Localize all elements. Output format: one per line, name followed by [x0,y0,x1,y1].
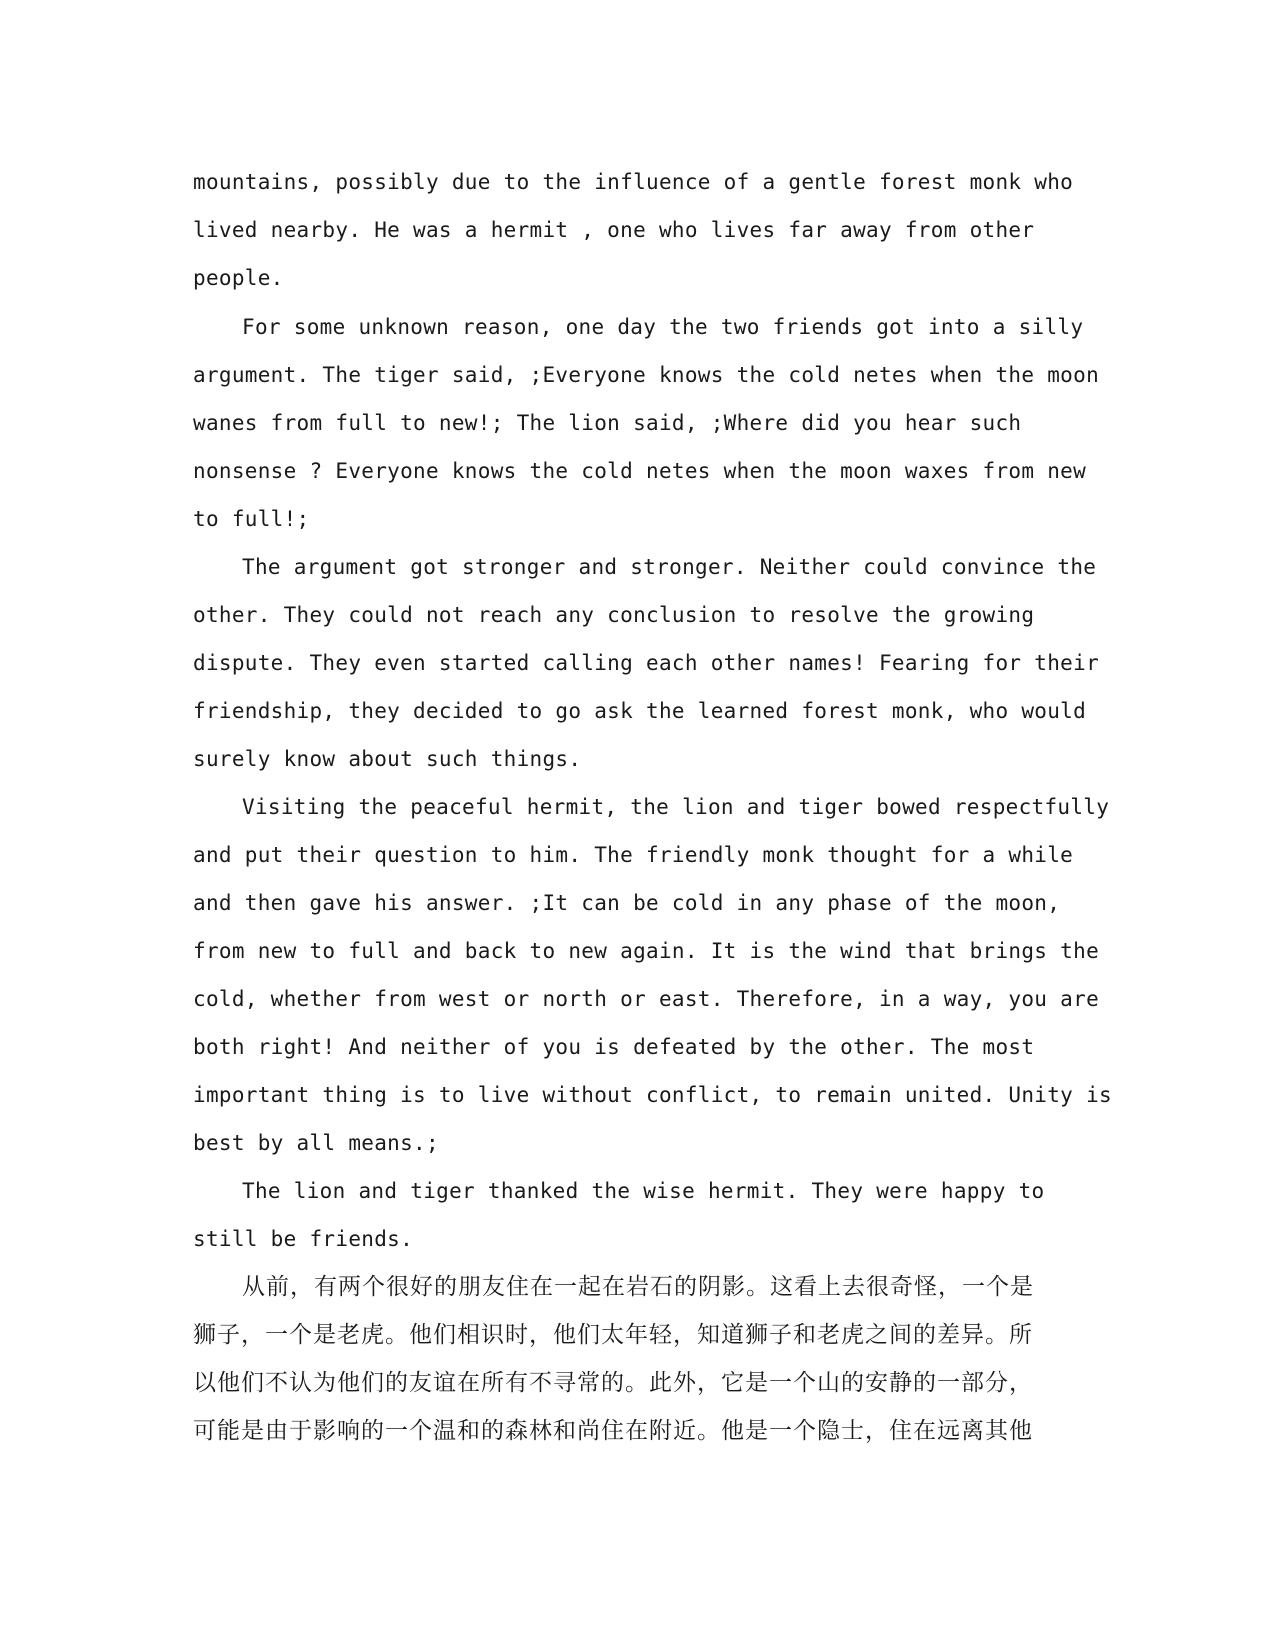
text-line: surely know about such things. [193,747,582,771]
text-line: lived nearby. He was a hermit , one who lives far away from other [193,218,1035,242]
text-line-chinese: 可能是由于影响的一个温和的森林和尚住在附近。他是一个隐士，住在远离其他 [193,1418,1033,1444]
paragraph-first-line: Visiting the peaceful hermit, the lion and tiger bowed respectfully [242,795,1110,819]
paragraph-first-line-chinese: 从前，有两个很好的朋友住在一起在岩石的阴影。这看上去很奇怪，一个是 [242,1274,1034,1300]
text-line: dispute. They even started calling each other names! Fearing for their [193,651,1100,675]
text-line: mountains, possibly due to the influence of a gentle forest monk who [193,170,1074,194]
text-line: nonsense ? Everyone knows the cold netes when the moon waxes from new [193,459,1087,483]
text-line: argument. The tiger said, ;Everyone knows the cold netes when the moon [193,363,1100,387]
text-line: best by all means.; [193,1131,439,1155]
text-line: and put their question to him. The friendly monk thought for a while [193,843,1074,867]
paragraph-first-line: For some unknown reason, one day the two friends got into a silly [242,315,1084,339]
text-line: and then gave his answer. ;It can be cold in any phase of the moon, [193,891,1061,915]
text-line-chinese: 以他们不认为他们的友谊在所有不寻常的。此外，它是一个山的安静的一部分， [193,1370,1033,1396]
text-line: important thing is to live without conflict, to remain united. Unity is [193,1083,1112,1107]
text-line: from new to full and back to new again. It is the wind that brings the [193,939,1100,963]
paragraph-first-line: The argument got stronger and stronger. Neither could convince the [242,555,1097,579]
text-line: to full!; [193,507,310,531]
text-line: other. They could not reach any conclusion to resolve the growing [193,603,1035,627]
text-line: friendship, they decided to go ask the learned forest monk, who would [193,699,1087,723]
text-line: still be friends. [193,1227,414,1251]
text-line: people. [193,266,284,290]
paragraph-first-line: The lion and tiger thanked the wise hermit. They were happy to [242,1179,1045,1203]
text-line-chinese: 狮子，一个是老虎。他们相识时，他们太年轻，知道狮子和老虎之间的差异。所 [193,1322,1033,1348]
text-line: cold, whether from west or north or east. Therefore, in a way, you are [193,987,1100,1011]
text-line: both right! And neither of you is defeated by the other. The most [193,1035,1035,1059]
text-line: wanes from full to new!; The lion said, ;Where did you hear such [193,411,1022,435]
